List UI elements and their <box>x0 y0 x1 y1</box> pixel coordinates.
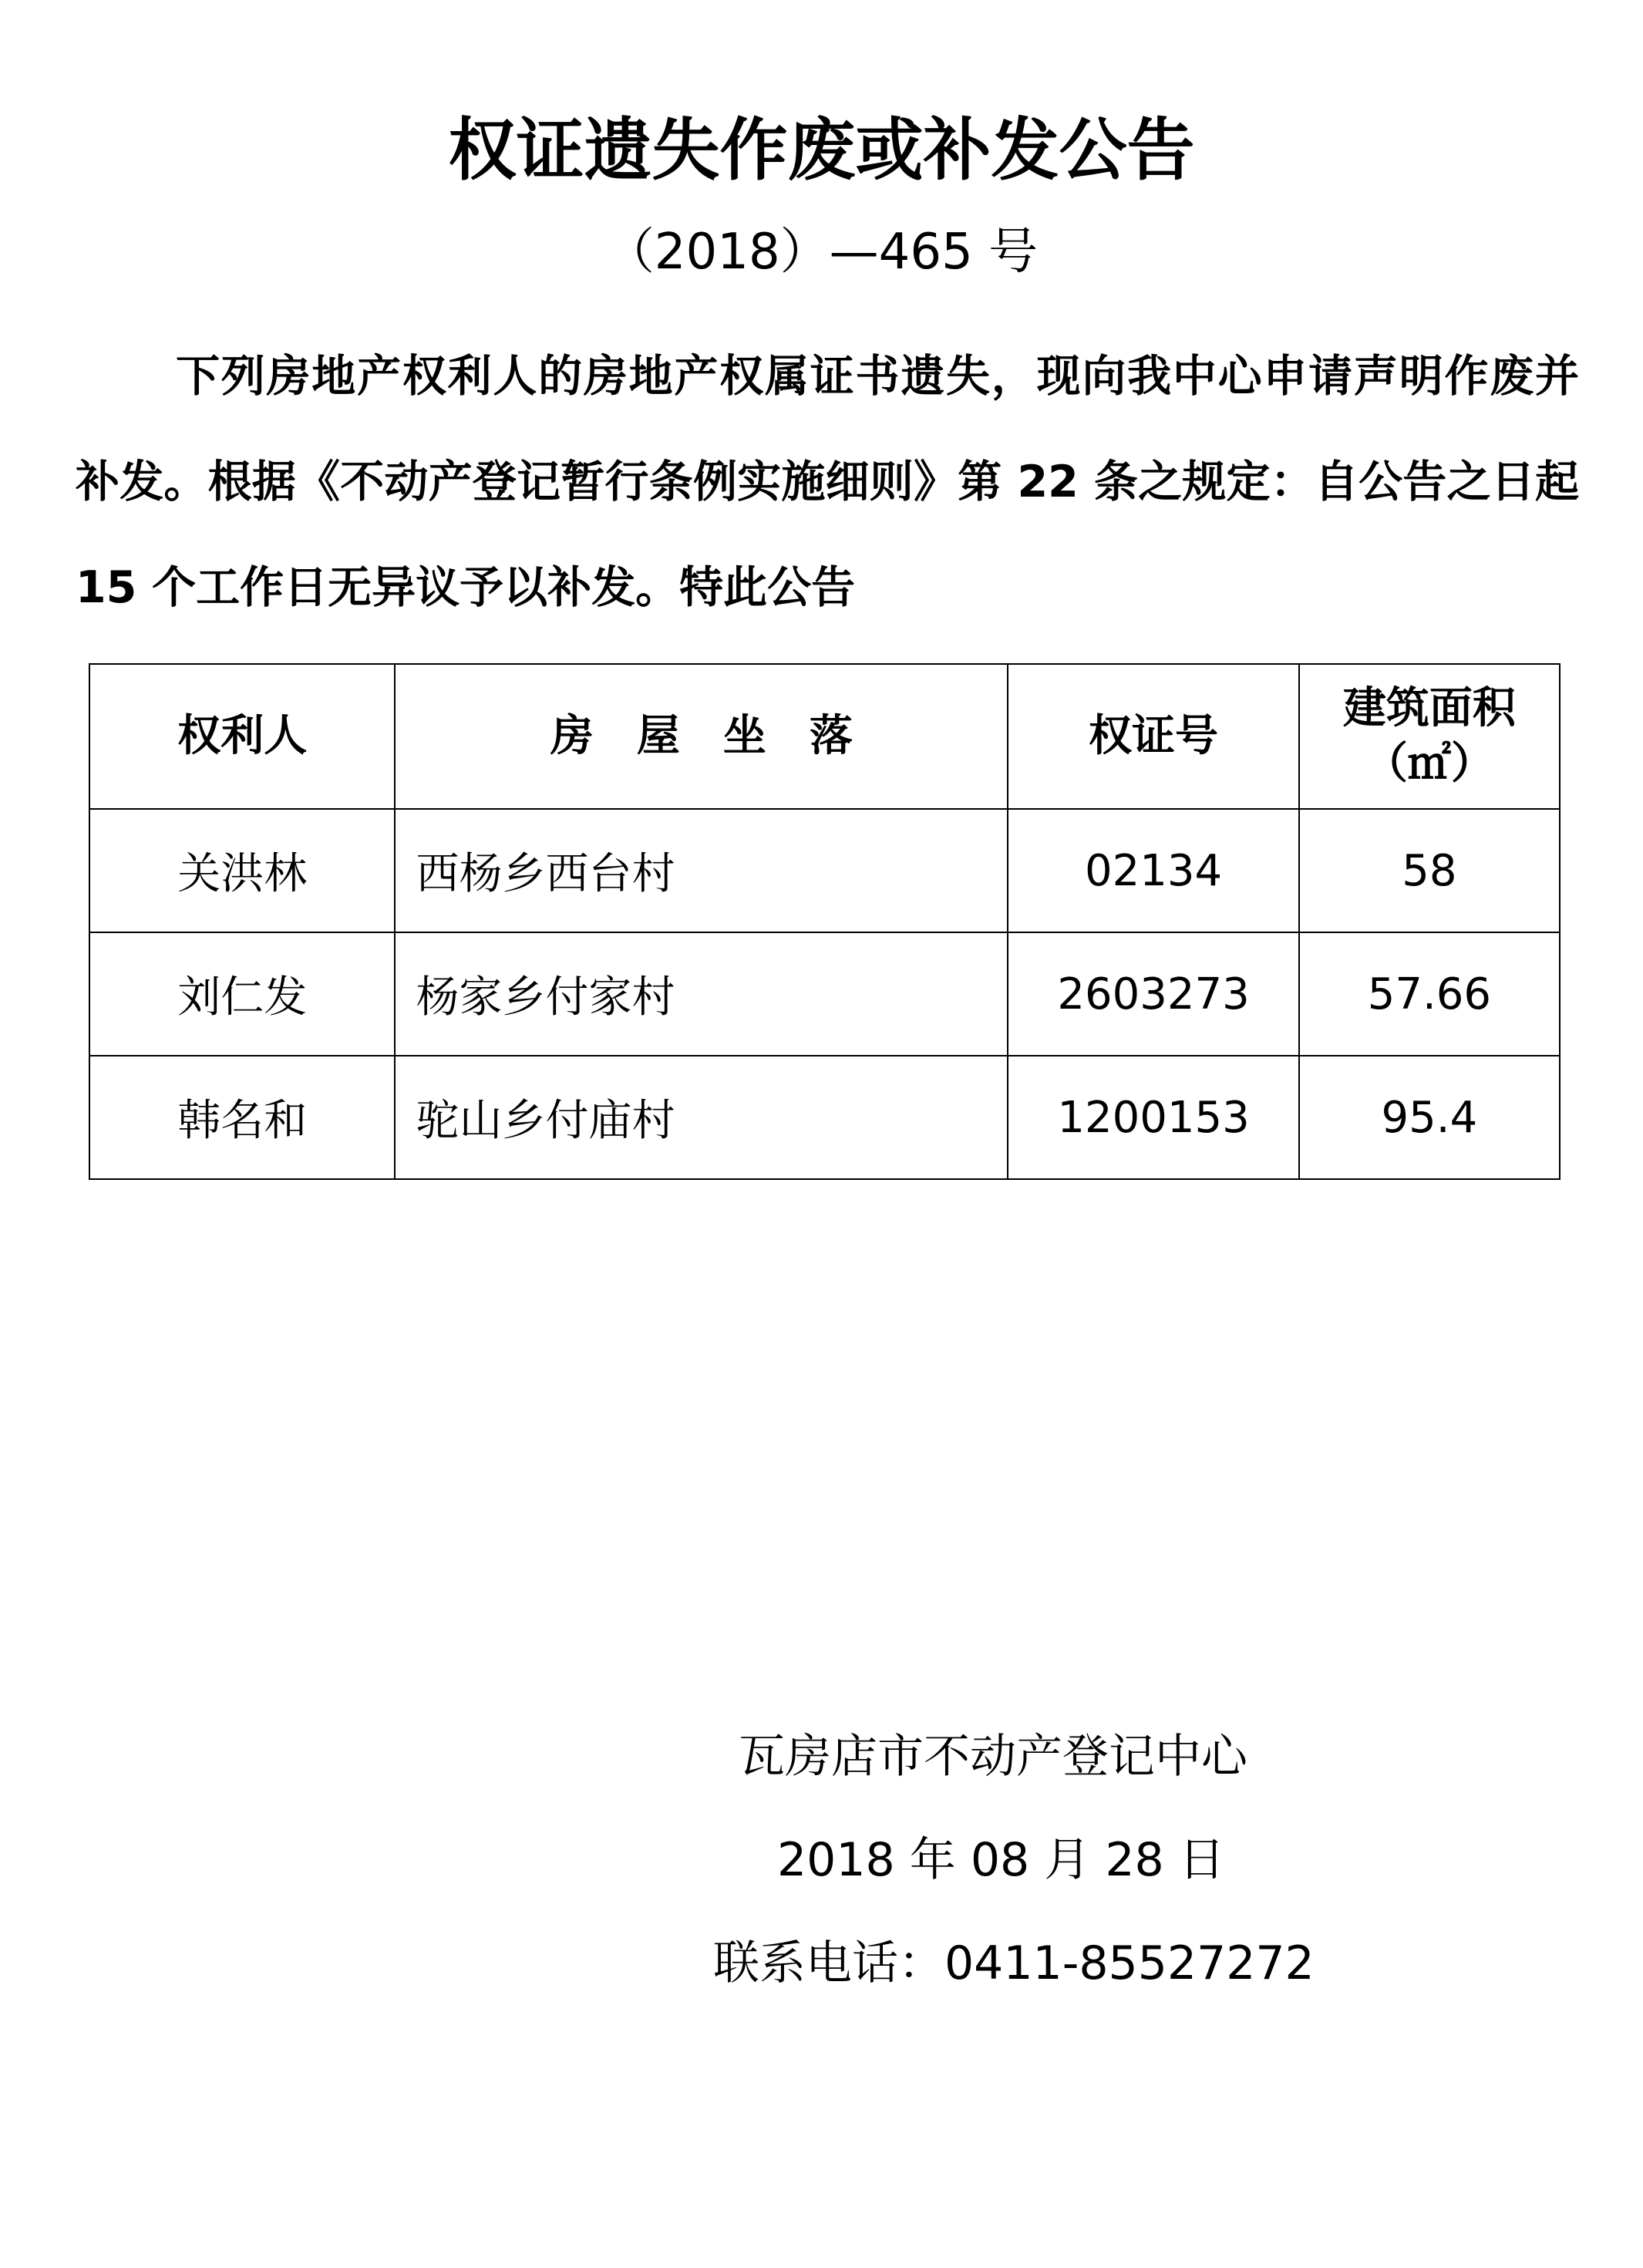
issuer-name: 瓦房店市不动产登记中心 <box>739 1730 1247 1784</box>
document-number: （2018）—465 号 <box>604 224 1039 281</box>
table-row <box>89 1056 1560 1179</box>
cell-owner: 韩名和 <box>89 1056 395 1179</box>
announcement-body <box>76 324 1579 641</box>
cell-cert-no: 02134 <box>1008 809 1298 932</box>
table-row <box>89 809 1560 932</box>
header-cert-no: 权证号 <box>1008 664 1298 809</box>
cell-area: 57.66 <box>1299 932 1560 1056</box>
table-row <box>89 932 1560 1056</box>
header-location: 房 屋 坐 落 <box>395 664 1008 809</box>
certificate-table <box>89 663 1561 1180</box>
cell-owner: 刘仁发 <box>89 932 395 1056</box>
header-area-line2: （㎡） <box>1364 739 1494 789</box>
header-owner: 权利人 <box>89 664 395 809</box>
cell-owner: 关洪林 <box>89 809 395 932</box>
header-area-line1: 建筑面积 <box>1342 683 1516 733</box>
cell-location: 西杨乡西台村 <box>395 809 1008 932</box>
cell-location: 驼山乡付庙村 <box>395 1056 1008 1179</box>
cell-area: 58 <box>1299 809 1560 932</box>
contact-phone: 联系电话：0411-85527272 <box>713 1936 1315 1990</box>
issue-date: 2018 年 08 月 28 日 <box>777 1833 1225 1887</box>
cell-area: 95.4 <box>1299 1056 1560 1179</box>
cell-location: 杨家乡付家村 <box>395 932 1008 1056</box>
cell-cert-no: 2603273 <box>1008 932 1298 1056</box>
body-paragraph: 下列房地产权利人的房地产权属证书遗失，现向我中心申请声明作废并补发。根据《不动产登记暂行条例实施细则》第 22 条之规定：自公告之日起 15 个工作日无异议予以补发。特此公告 <box>76 351 1579 613</box>
table-header-row <box>89 664 1560 809</box>
cell-cert-no: 1200153 <box>1008 1056 1298 1179</box>
page-title: 权证遗失作废或补发公告 <box>448 110 1195 190</box>
header-area <box>1299 664 1560 809</box>
